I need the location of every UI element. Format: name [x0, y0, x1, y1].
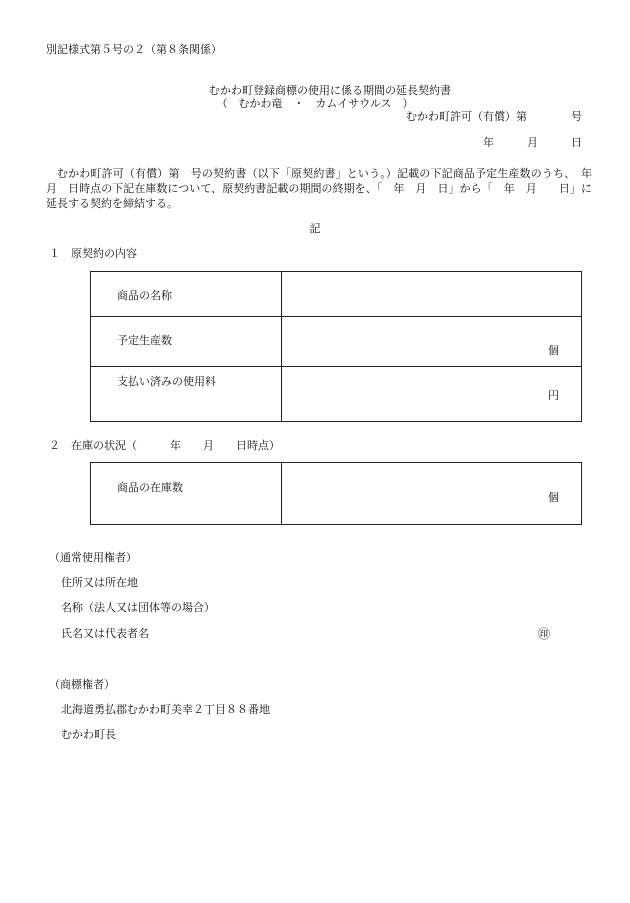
section2-heading: ２ 在庫の状況（ 年 月 日時点） [49, 439, 280, 452]
paid-fee-field[interactable] [282, 367, 582, 422]
table-row [91, 463, 582, 525]
planned-production-label: 予定生産数 [117, 334, 172, 347]
contract-paragraph: むかわ町許可（有償）第 号の契約書（以下「原契約書」という。）記載の下記商品予定生産数のうち、 年 月 日時点の下記在庫数について、原契約書記載の期間の終期を、「 年 月 日」から「 年 月 日」に延長する契約を締結する。 [46, 167, 603, 210]
planned-production-field[interactable] [282, 317, 582, 367]
licensee-address-label: 住所又は所在地 [61, 576, 138, 589]
document-title: むかわ町登録商標の使用に係る期間の延長契約書 [209, 84, 451, 97]
seal-mark: ㊞ [538, 627, 551, 641]
permit-number: むかわ町許可（有償）第 号 [406, 110, 582, 123]
owner-address: 北海道勇払郡むかわ町美幸２丁目８８番地 [61, 703, 270, 716]
licensee-rep-label: 氏名又は代表者名 [61, 627, 149, 640]
document-subtitle: （ むかわ竜 ・ カムイサウルス ） [216, 97, 414, 110]
ki-heading: 記 [309, 222, 321, 235]
unit-pieces: 個 [548, 344, 559, 357]
owner-heading: （商標権者） [49, 678, 115, 691]
unit-yen: 円 [548, 389, 559, 402]
paid-fee-label: 支払い済みの使用料 [117, 375, 216, 388]
form-number: 別記様式第５号の２（第８条関係） [46, 43, 222, 56]
product-name-label: 商品の名称 [117, 289, 172, 302]
table-row [91, 367, 582, 422]
owner-name: むかわ町長 [61, 728, 116, 741]
inventory-field[interactable] [282, 463, 582, 525]
document-date: 年 月 日 [483, 136, 582, 149]
table-label-cell [91, 367, 282, 422]
licensee-heading: （通常使用権者） [49, 551, 137, 564]
product-name-field[interactable] [282, 272, 582, 317]
inventory-label: 商品の在庫数 [117, 481, 183, 494]
section1-heading: １ 原契約の内容 [49, 247, 137, 260]
table-label-cell [91, 272, 282, 317]
table-label-cell [91, 317, 282, 367]
original-contract-table [90, 271, 582, 422]
table-row [91, 272, 582, 317]
table-label-cell [91, 463, 282, 525]
licensee-name-label: 名称（法人又は団体等の場合） [61, 601, 215, 614]
inventory-table [90, 462, 582, 525]
unit-pieces: 個 [548, 491, 559, 504]
table-row [91, 317, 582, 367]
